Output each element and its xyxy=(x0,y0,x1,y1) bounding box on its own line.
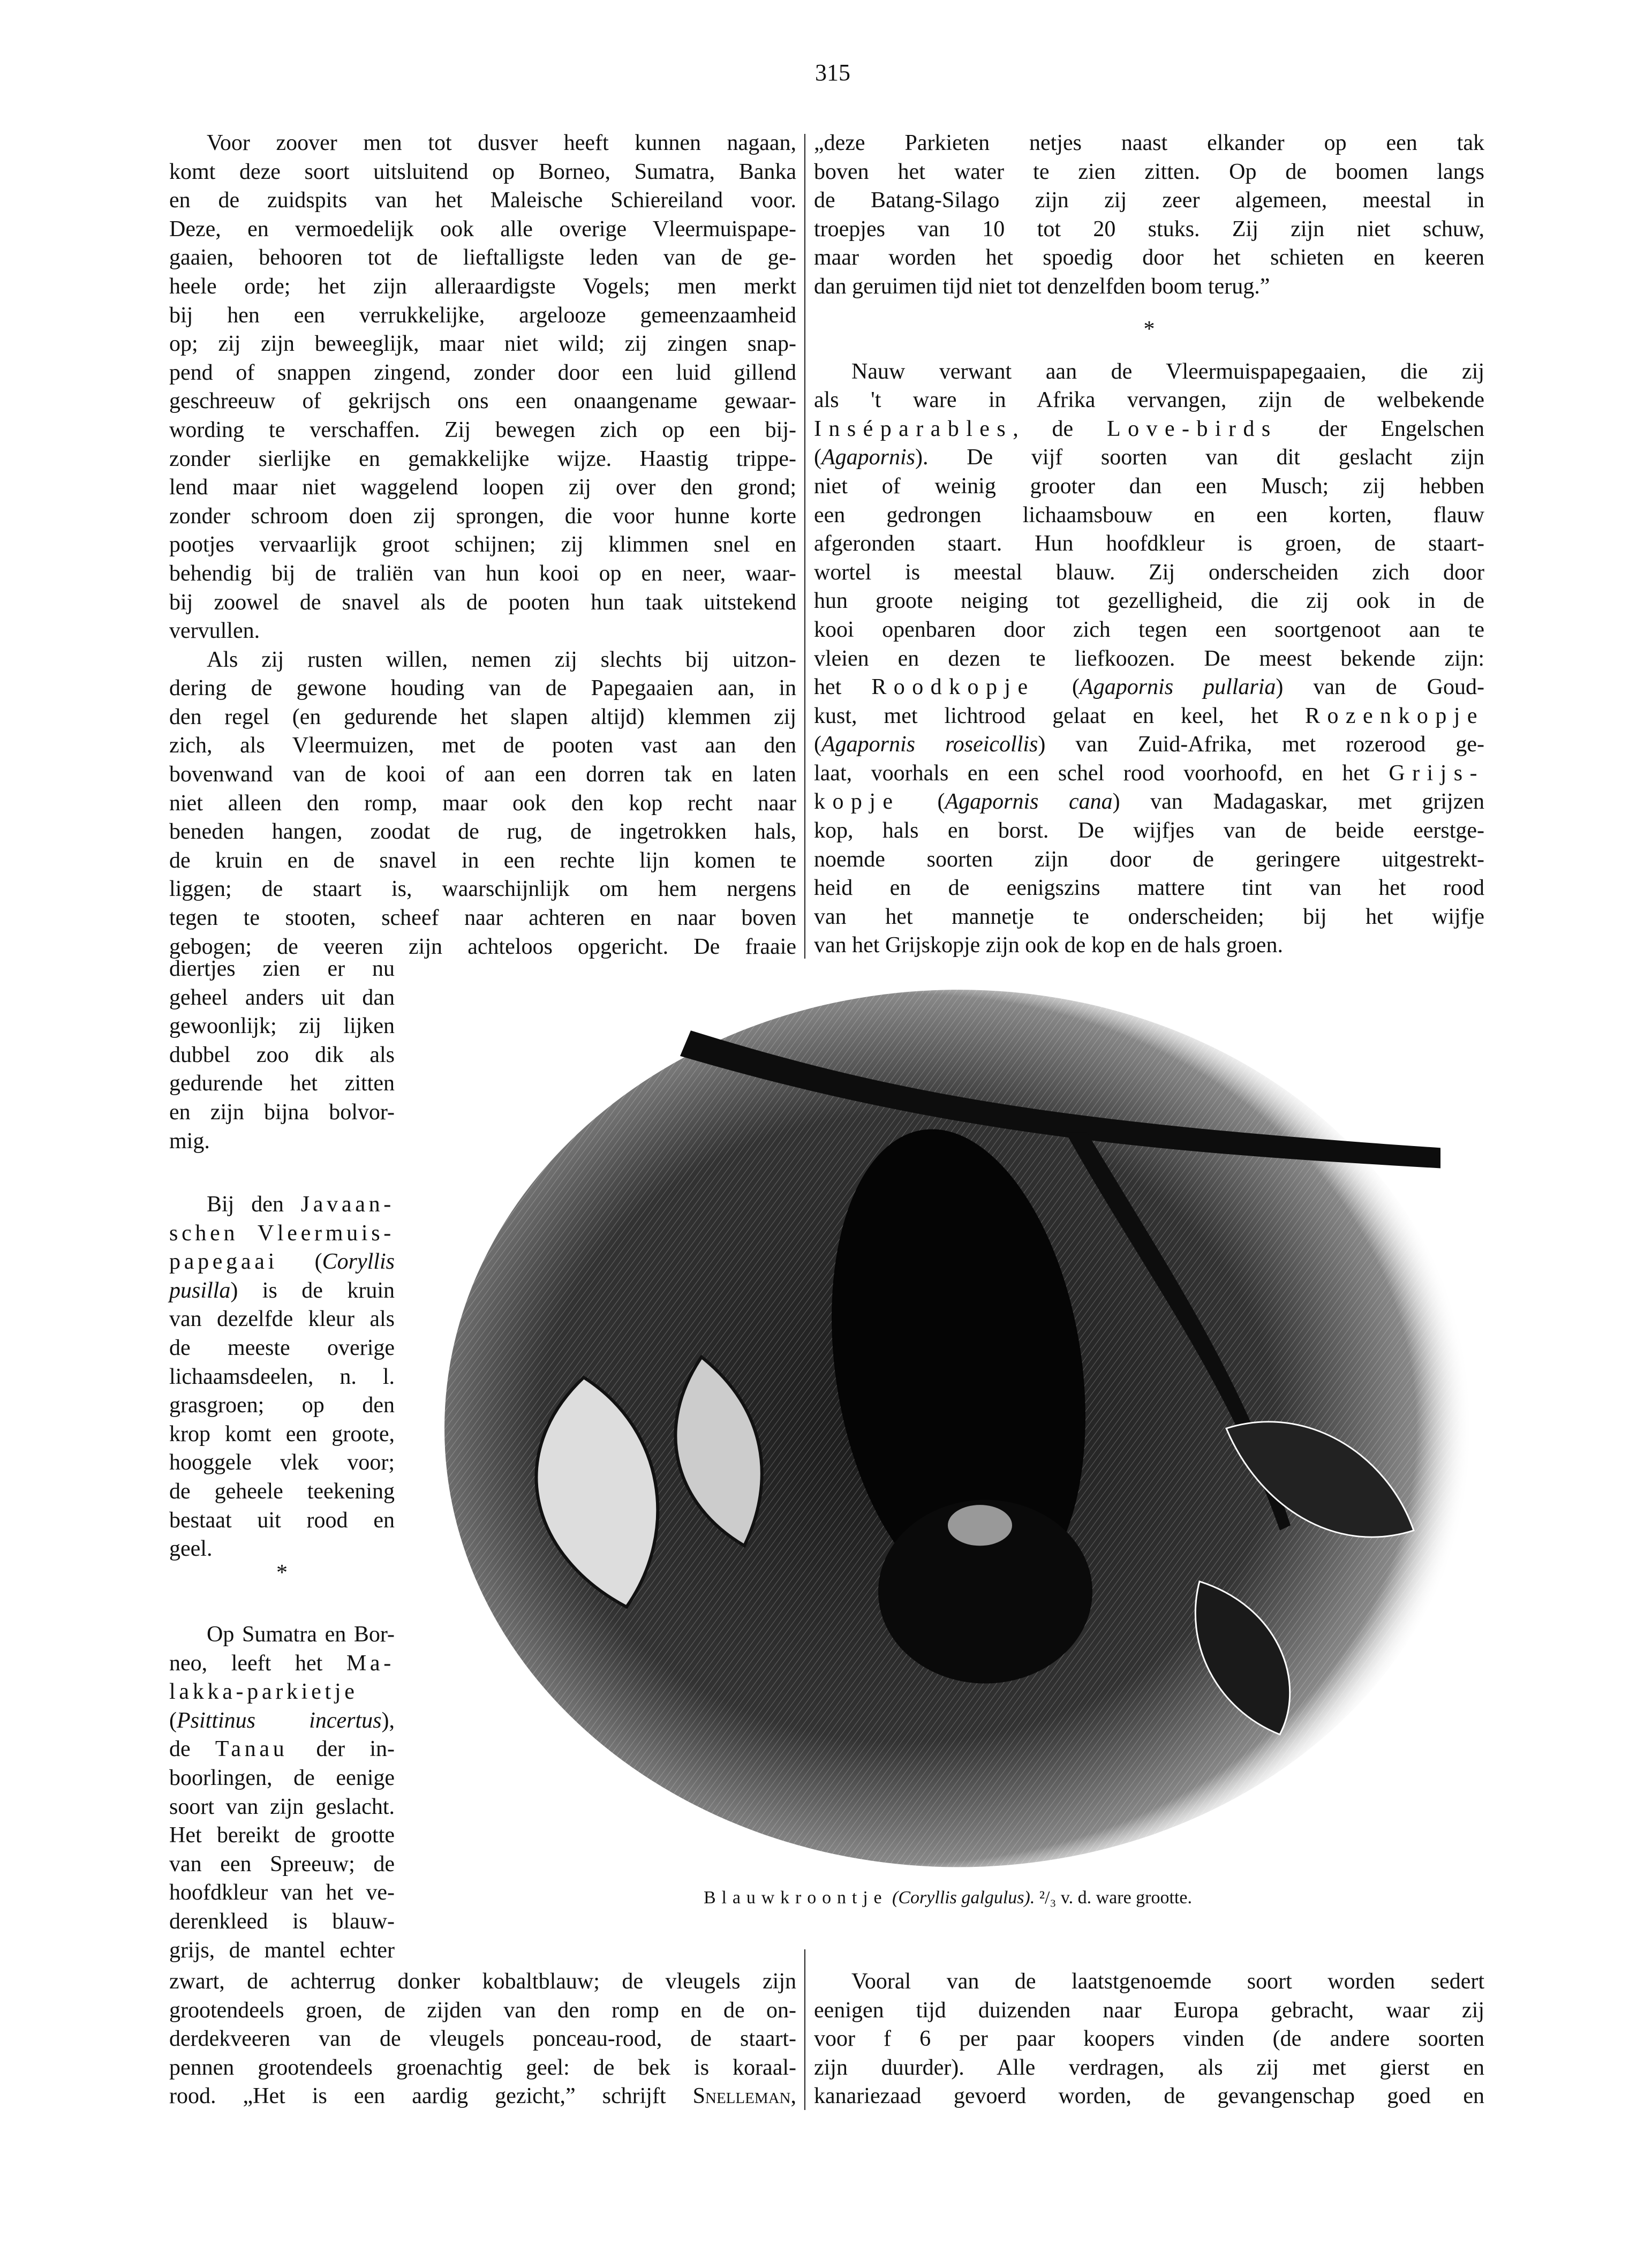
text-line: boven het water te zien zitten. Op de boomen langs xyxy=(814,159,1484,184)
text-segment: Agapornis xyxy=(821,445,916,470)
text-line: Het bereikt de grootte xyxy=(169,1823,395,1848)
text-line: mig. xyxy=(169,1128,210,1154)
text-line: de Batang-Silago zijn zij zeer algemeen, meestal in xyxy=(814,188,1484,213)
text-line: grijs, de mantel echter xyxy=(169,1938,395,1963)
text-line: hun groote neiging tot gezelligheid, die zij ook in de xyxy=(814,589,1484,614)
text-line: „deze Parkieten netjes naast elkander op een tak xyxy=(814,131,1484,155)
text-segment: ). De vijf soorten van dit geslacht zijn xyxy=(915,445,1484,470)
text-segment: ( xyxy=(314,1249,322,1275)
text-segment: Tanau xyxy=(215,1737,316,1762)
text-line: de meeste overige xyxy=(169,1335,395,1360)
text-segment: Agapornis cana xyxy=(945,789,1113,815)
text-segment: Love-birds xyxy=(1106,416,1318,441)
text-line: en de zuidspits van het Maleische Schiereiland voor. xyxy=(169,188,796,213)
text-line: Als zij rusten willen, nemen zij slechts bij uitzon- xyxy=(207,647,796,672)
text-line: van het mannetje te onderscheiden; bij het wijfje xyxy=(814,904,1484,929)
text-segment: Psittinus incertus xyxy=(177,1708,382,1733)
text-line xyxy=(169,1649,395,1678)
text-line: hoofdkleur van het ve- xyxy=(169,1880,395,1905)
text-line: dan geruimen tijd niet tot denzelfden boom terug.” xyxy=(814,274,1270,299)
bird-feet xyxy=(948,1505,1012,1546)
text-line: * xyxy=(276,1560,288,1585)
left-narrow-column-1 xyxy=(169,955,395,1156)
left-column-bottom xyxy=(169,1968,796,2111)
text-segment: papegaai xyxy=(169,1249,315,1275)
text-line xyxy=(169,1190,395,1219)
text-line: * xyxy=(1143,317,1155,342)
caption-name: Blauwkroontje xyxy=(703,1888,888,1908)
text-line: bestaat uit rood en xyxy=(169,1508,395,1533)
text-line: komt deze soort uitsluitend op Borneo, Sumatra, Banka xyxy=(169,159,796,184)
text-line: Vooral van de laatstgenoemde soort worden sedert xyxy=(851,1969,1484,1994)
text-line xyxy=(169,1678,395,1707)
text-segment: lakka-parkietje xyxy=(169,1679,358,1705)
text-line xyxy=(814,702,1484,731)
text-segment: ), xyxy=(381,1708,395,1733)
text-line: lend maar niet waggelend loopen zij over den grond; xyxy=(169,475,796,500)
text-line: van een Spreeuw; de xyxy=(169,1851,395,1877)
text-segment: ( xyxy=(814,732,821,757)
text-line: maar worden het spoedig door het schieten en keeren xyxy=(814,245,1484,270)
text-line: dering de gewone houding van de Papegaaien aan, in xyxy=(169,676,796,701)
text-line: van dezelfde kleur als xyxy=(169,1307,395,1332)
caption-species: (Coryllis galgulus). xyxy=(892,1888,1035,1908)
text-line: behendig bij de traliën van hun kooi op en neer, waar- xyxy=(169,561,796,586)
left-column-top xyxy=(169,129,796,961)
text-line xyxy=(169,1735,395,1764)
text-line: op; zij zijn beweeglijk, maar niet wild; zij zingen snap- xyxy=(169,331,796,357)
left-narrow-column-3 xyxy=(169,1621,395,1965)
text-line: Nauw verwant aan de Vleermuispapegaaien, die zij xyxy=(851,359,1484,384)
text-line: vervullen. xyxy=(169,619,260,644)
text-line: pennen grootendeels groenachtig geel: de bek is koraal- xyxy=(169,2055,796,2080)
text-segment: , de xyxy=(1013,416,1107,441)
text-line xyxy=(814,788,1484,817)
text-line: en zijn bijna bolvor- xyxy=(169,1099,395,1125)
text-segment: der in- xyxy=(316,1737,395,1762)
left-narrow-column-2 xyxy=(169,1190,395,1583)
text-segment: pusilla xyxy=(169,1278,231,1303)
caption-scale: ²/₃ v. d. ware grootte. xyxy=(1039,1888,1192,1908)
text-segment: Grijs- xyxy=(1389,760,1484,786)
text-line: lichaamsdeelen, n. l. xyxy=(169,1364,395,1389)
text-line: gedurende het zitten xyxy=(169,1071,395,1096)
text-segment: Coryllis xyxy=(322,1249,395,1275)
text-line: heid en de eenigszins mattere tint van het rood xyxy=(814,876,1484,901)
text-segment: kopje xyxy=(814,789,938,815)
text-line: voor f 6 per paar koopers vinden (de andere soorten xyxy=(814,2026,1484,2052)
text-line: dubbel zoo dik als xyxy=(169,1042,395,1067)
text-line: tegen te stooten, scheef naar achteren en naar boven xyxy=(169,906,796,931)
text-segment: der Engelschen xyxy=(1318,416,1484,441)
text-line: Voor zoover men tot dusver heeft kunnen nagaan, xyxy=(207,131,796,155)
text-line: Deze, en vermoedelijk ook alle overige Vleermuispape- xyxy=(169,216,796,242)
text-line xyxy=(169,2082,796,2111)
text-segment: ) van Zuid-Afrika, met rozerood ge- xyxy=(1038,732,1484,757)
text-line: bovenwand van de kooi of aan een dorren tak en laten xyxy=(169,762,796,787)
text-segment: ( xyxy=(814,445,821,470)
text-line: pend of snappen zingend, zonder door een luid gillend xyxy=(169,360,796,385)
text-line: troepjes van 10 tot 20 stuks. Zij zijn niet schuw, xyxy=(814,216,1484,242)
text-line: Op Sumatra en Bor- xyxy=(207,1622,395,1647)
text-line: grasgroen; op den xyxy=(169,1393,395,1418)
text-line: kop, hals en borst. De wijfjes van de beide eerstge- xyxy=(814,818,1484,843)
text-segment: ( xyxy=(1072,675,1080,700)
text-segment: Agapornis pullaria xyxy=(1080,675,1276,700)
text-line: niet alleen den romp, maar ook den kop recht naar xyxy=(169,790,796,816)
text-line: geel. xyxy=(169,1536,213,1562)
text-segment: rood. „Het is een aardig gezicht,” schrijft xyxy=(169,2084,693,2109)
text-line: zich, als Vleermuizen, met de pooten vast aan den xyxy=(169,733,796,758)
figure-caption xyxy=(600,1888,1296,1908)
text-segment: schen xyxy=(169,1220,258,1246)
text-segment: Rozenkopje xyxy=(1304,703,1484,728)
text-segment: het xyxy=(814,675,872,700)
text-segment: neo, leeft het xyxy=(169,1651,346,1676)
text-line: kooi openbaren door zich tegen een soortgenoot aan te xyxy=(814,617,1484,642)
text-line: geheel anders uit dan xyxy=(169,985,395,1010)
text-line: kanariezaad gevoerd worden, de gevangenschap goed en xyxy=(814,2084,1484,2109)
text-line: grootendeels groen, de zijden van den romp en de on- xyxy=(169,1998,796,2023)
text-line: bij hen een verrukkelijke, argelooze gemeenzaamheid xyxy=(169,303,796,328)
text-segment: Inséparables xyxy=(814,416,1013,441)
text-segment: Snelleman xyxy=(692,2084,791,2109)
column-divider-bottom xyxy=(804,1949,805,2110)
text-line: pootjes vervaarlijk groot schijnen; zij klimmen snel en xyxy=(169,532,796,557)
text-line: zonder sierlijke en gemakkelijke wijze. Haastig trippe- xyxy=(169,446,796,471)
text-segment: ( xyxy=(937,789,945,815)
text-line: gewoonlijk; zij lijken xyxy=(169,1014,395,1039)
text-segment: , xyxy=(790,2084,796,2109)
text-line xyxy=(169,1219,395,1248)
text-line: boorlingen, de eenige xyxy=(169,1765,395,1790)
text-line xyxy=(814,730,1484,759)
text-segment: kust, met lichtrood gelaat en keel, het xyxy=(814,703,1305,728)
text-line: wording te verschaffen. Zij bewegen zich op een bij- xyxy=(169,417,796,442)
text-line: beneden hangen, zoodat de rug, de ingetrokken hals, xyxy=(169,819,796,845)
text-line xyxy=(814,759,1484,788)
text-segment: Ma- xyxy=(346,1651,395,1676)
text-line: zonder schroom doen zij sprongen, die voor hunne korte xyxy=(169,503,796,529)
text-segment: laat, voorhals en een schel rood voorhoofd, en het xyxy=(814,760,1389,786)
text-line: soort van zijn geslacht. xyxy=(169,1794,395,1819)
text-line xyxy=(814,443,1484,472)
text-line: zwart, de achterrug donker kobaltblauw; de vleugels zijn xyxy=(169,1969,796,1994)
text-line: bij zoowel de snavel als de pooten hun taak uitstekend xyxy=(169,590,796,615)
right-column-bottom xyxy=(814,1968,1484,2111)
text-line: niet of weinig grooter dan een Musch; zij hebben xyxy=(814,473,1484,499)
right-column-top xyxy=(814,129,1484,960)
text-line: een gedrongen lichaamsbouw en een korten, flauw xyxy=(814,502,1484,528)
text-line: noemde soorten zijn door de geringere uitgestrekt- xyxy=(814,847,1484,872)
text-line: diertjes zien er nu xyxy=(169,956,395,981)
text-segment: ) van Madagaskar, met grijzen xyxy=(1112,789,1485,815)
text-line: derdekveeren van de vleugels ponceau-rood, de staart- xyxy=(169,2026,796,2052)
text-segment: Agapornis roseicollis xyxy=(821,732,1038,757)
text-segment: ( xyxy=(169,1708,177,1733)
text-line: gebogen; de veeren zijn achteloos opgericht. De fraaie xyxy=(169,934,796,959)
text-line xyxy=(814,415,1484,444)
text-segment: de xyxy=(169,1737,215,1762)
text-line: als 't ware in Afrika vervangen, zijn de welbekende xyxy=(814,388,1484,413)
text-line: geschreeuw of gekrijsch ons een onaangename gewaar- xyxy=(169,389,796,414)
text-line: krop komt een groote, xyxy=(169,1421,395,1446)
text-line xyxy=(814,673,1484,702)
text-segment: Roodkopje xyxy=(871,675,1073,700)
text-segment: Bij den xyxy=(207,1192,301,1217)
text-segment: Vleermuis- xyxy=(257,1220,395,1246)
text-line: gaaien, behooren tot de lieftalligste leden van de ge- xyxy=(169,245,796,270)
text-segment: ) van de Goud- xyxy=(1276,675,1485,700)
text-line: van het Grijskopje zijn ook de kop en de hals groen. xyxy=(814,933,1283,958)
text-line xyxy=(814,339,1484,358)
text-line xyxy=(169,1707,395,1736)
text-segment: Javaan- xyxy=(300,1192,395,1217)
text-line xyxy=(169,1277,395,1306)
text-segment: ) is de kruin xyxy=(230,1278,395,1303)
text-line: afgeronden staart. Hun hoofdkleur is groen, de staart- xyxy=(814,531,1484,556)
page-number: 315 xyxy=(815,59,850,86)
text-line xyxy=(169,1248,395,1277)
column-divider-top xyxy=(804,134,805,959)
text-line: derenkleed is blauw- xyxy=(169,1909,395,1934)
text-line: den regel (en gedurende het slapen altijd) klemmen zij xyxy=(169,704,796,729)
text-line: de kruin en de snavel in een rechte lijn komen te xyxy=(169,848,796,873)
text-line: zijn duurder). Alle verdragen, als zij met gierst en xyxy=(814,2055,1484,2080)
text-line: de geheele teekening xyxy=(169,1479,395,1504)
text-line: vleien en dezen te liefkoozen. De meest bekende zijn: xyxy=(814,646,1484,671)
text-line: hooggele vlek voor; xyxy=(169,1450,395,1475)
text-line: liggen; de staart is, waarschijnlijk om hem nergens xyxy=(169,877,796,902)
text-line: heele orde; het zijn alleraardigste Vogels; men merkt xyxy=(169,274,796,299)
text-line: wortel is meestal blauw. Zij onderscheiden zich door xyxy=(814,560,1484,585)
text-line: eenigen tijd duizenden naar Europa gebracht, waar zij xyxy=(814,1998,1484,2023)
bird-illustration xyxy=(423,969,1494,1882)
